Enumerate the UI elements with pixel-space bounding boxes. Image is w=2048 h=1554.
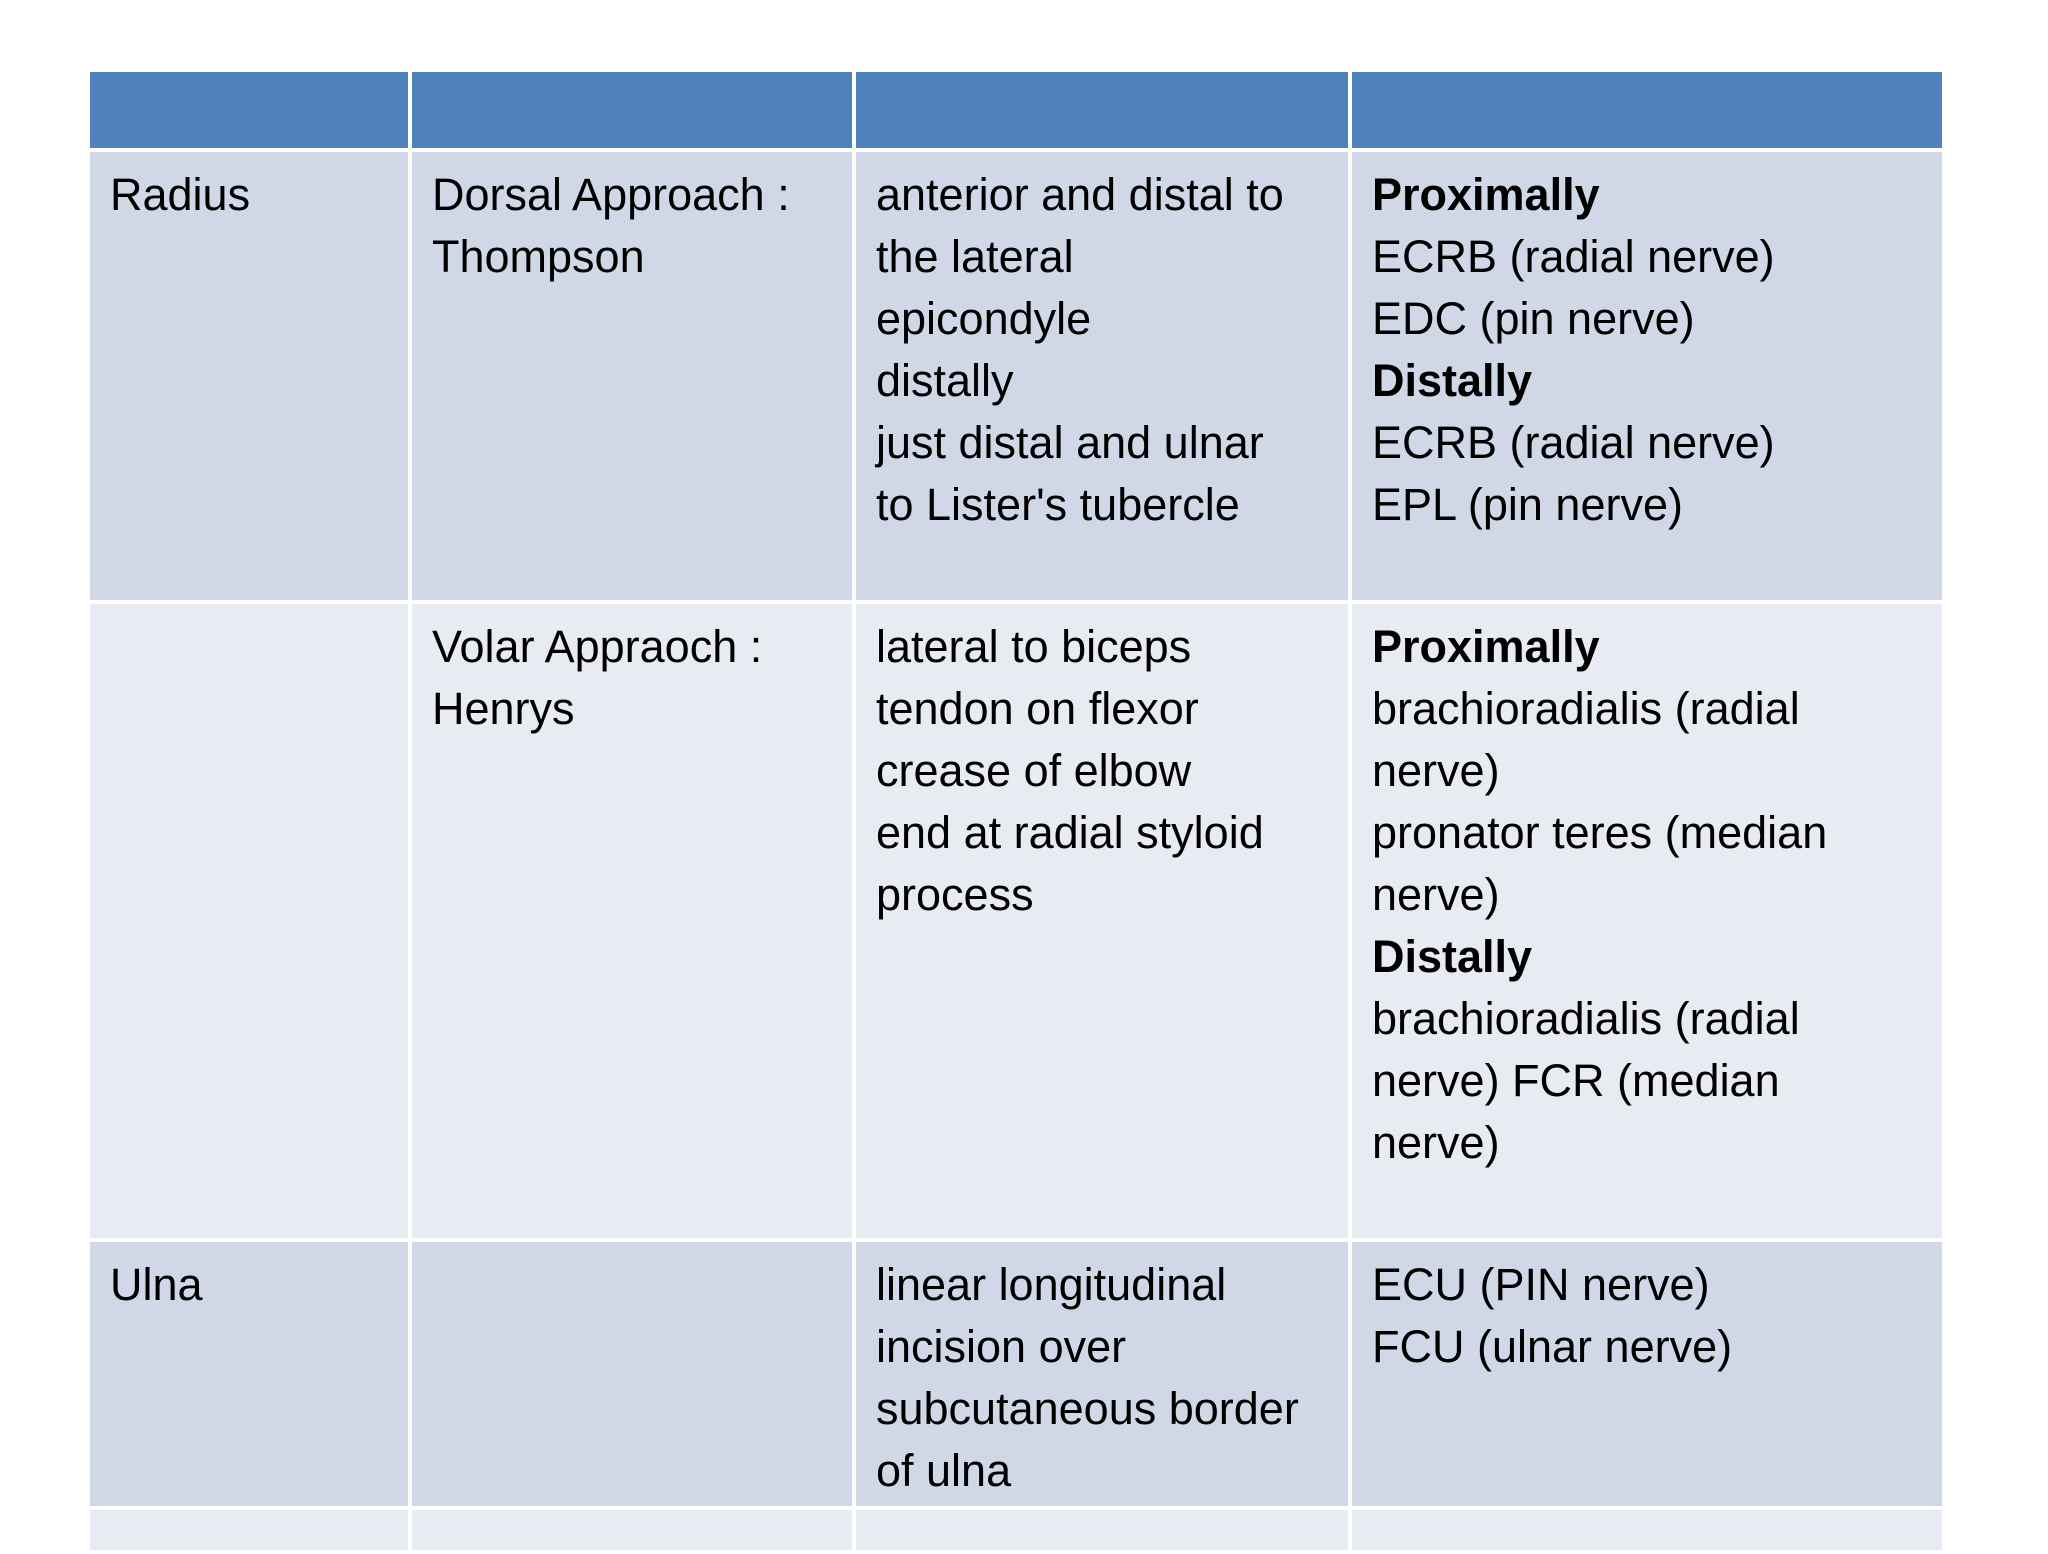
incision-cell [854,1240,1350,1508]
interval-line: nerve) [1372,1117,1500,1168]
table-row [88,150,1944,602]
bone-cell [88,1240,410,1508]
incision-line: epicondyle [876,293,1092,344]
empty-cell [410,1508,854,1552]
incision-line: distally [876,355,1014,406]
interval-line: Proximally [1372,169,1600,220]
incision-line: tendon on flexor [876,683,1199,734]
approach-cell [410,150,854,602]
approach-line: Thompson [432,231,645,282]
bone-label: Ulna [110,1259,203,1310]
table-row-partial [88,1508,1944,1552]
interval-line: Proximally [1372,621,1600,672]
interval-line: brachioradialis (radial [1372,683,1800,734]
interval-line: EDC (pin nerve) [1372,293,1695,344]
table-row [88,1240,1944,1508]
interval-line: nerve) [1372,869,1500,920]
incision-line: incision over [876,1321,1127,1372]
approach-line: Dorsal Approach : [432,169,790,220]
interval-cell [1350,1240,1944,1508]
incision-line: subcutaneous border [876,1383,1299,1434]
table-header-row [88,70,1944,150]
header-cell-2 [410,70,854,150]
header-cell-4 [1350,70,1944,150]
incision-line: to Lister's tubercle [876,479,1240,530]
incision-line: of ulna [876,1445,1012,1496]
surgical-approach-table [86,68,1946,1554]
interval-line: nerve) [1372,745,1500,796]
interval-line: nerve) FCR (median [1372,1055,1780,1106]
interval-line: ECU (PIN nerve) [1372,1259,1710,1310]
incision-line: crease of elbow [876,745,1192,796]
incision-line: the lateral [876,231,1074,282]
incision-line: end at radial styloid [876,807,1264,858]
incision-line: lateral to biceps [876,621,1192,672]
interval-cell [1350,150,1944,602]
incision-line: just distal and ulnar [876,417,1264,468]
incision-cell [854,150,1350,602]
interval-line: FCU (ulnar nerve) [1372,1321,1733,1372]
interval-line: ECRB (radial nerve) [1372,417,1775,468]
incision-cell [854,602,1350,1240]
approach-cell [410,602,854,1240]
empty-cell [854,1508,1350,1552]
interval-line: Distally [1372,931,1533,982]
header-cell-3 [854,70,1350,150]
interval-line: ECRB (radial nerve) [1372,231,1775,282]
bone-cell [88,150,410,602]
incision-line: linear longitudinal [876,1259,1227,1310]
incision-line: anterior and distal to [876,169,1284,220]
bone-label: Radius [110,169,251,220]
interval-cell [1350,602,1944,1240]
approach-line: Volar Appraoch : [432,621,763,672]
empty-cell [1350,1508,1944,1552]
interval-line: EPL (pin nerve) [1372,479,1683,530]
empty-cell [88,1508,410,1552]
table-row [88,602,1944,1240]
header-cell-1 [88,70,410,150]
interval-line: pronator teres (median [1372,807,1828,858]
approach-cell [410,1240,854,1508]
approach-line: Henrys [432,683,575,734]
bone-cell [88,602,410,1240]
interval-line: brachioradialis (radial [1372,993,1800,1044]
interval-line: Distally [1372,355,1533,406]
incision-line: process [876,869,1034,920]
